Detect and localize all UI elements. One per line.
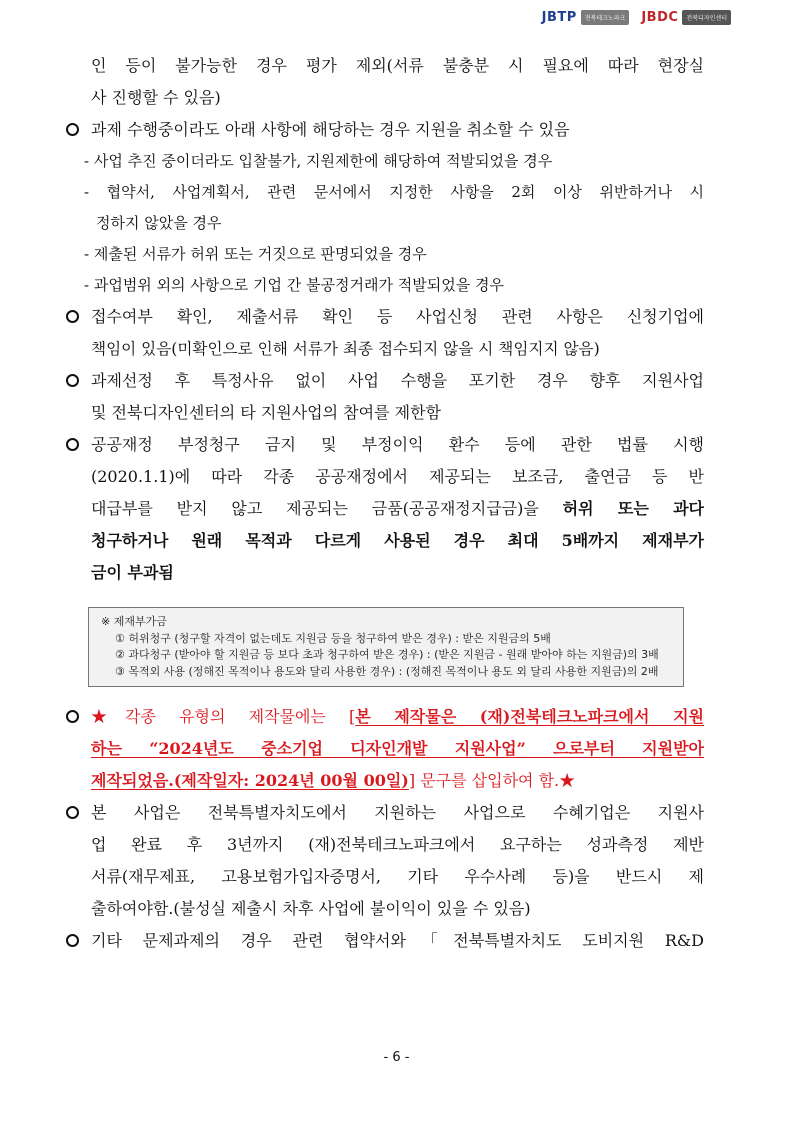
circle-bullet-icon [66,438,79,451]
document-body [64,50,704,957]
note-item-2: ② 과다청구 (받아야 할 지원금 등 보다 초과 청구하여 받은 경우) : (받은 지원금 - 원래 받아야 하는 지원금)의 3배 [115,648,659,661]
sanction-surcharge-note-box [88,607,684,687]
note-item-1: ① 허위청구 (청구할 자격이 없는데도 지원금 등을 청구하여 받은 경우) : 받은 지원금의 5배 [115,631,551,645]
bullet-text: 과제 수행중이라도 아래 사항에 해당하는 경우 지원을 취소할 수 있음 [91,120,570,139]
header-logos [542,10,731,25]
page-number: - 6 - [383,1050,410,1065]
circle-bullet-icon [66,374,79,387]
bullet-continuation: (2020.1.1)에 따라 각종 공공재정에서 제공되는 보조금, 출연금 등 반 [91,467,704,486]
note-title: ※ 제재부가금 [101,615,167,628]
circle-bullet-icon [66,806,79,819]
dash-item-1: - 사업 추진 중이더라도 입찰불가, 지원제한에 해당하여 적발되었을 경우 [84,152,553,170]
bullet-cancel-support [64,114,704,146]
circle-bullet-icon [66,710,79,723]
bullet-continuation [64,493,704,525]
bullet-text: 공공재정 부정청구 금지 및 부정이익 환수 등에 관한 법률 시행 [91,435,704,454]
bullet-continuation-bold: 금이 부과됨 [91,563,174,582]
para-continuation-line-1: 인 등이 불가능한 경우 평가 제외(서류 불충분 시 필요에 따라 현장실 [91,56,704,75]
bullet-text: 접수여부 확인, 제출서류 확인 등 사업신청 관련 사항은 신청기업에 [91,307,704,326]
circle-bullet-icon [66,123,79,136]
jbdc-logo [641,10,731,25]
bullet-continuation: 및 전북디자인센터의 타 지원사업의 참여를 제한함 [91,403,442,422]
bullet-production-notice [64,701,704,733]
dash-item-2-line-2: 정하지 않았을 경우 [96,214,222,232]
bullet-participation-restriction [64,365,704,397]
bullet-performance-measurement [64,797,704,829]
bullet-text: 기타 문제과제의 경우 관련 협약서와「전북특별자치도 도비지원 R&D [91,931,704,950]
bullet-continuation: 서류(재무제표, 고용보험가입자증명서, 기타 우수사례 등)을 반드시 제 [91,867,704,886]
bullet-continuation [64,733,704,765]
jbtp-logo-mark: JBTP [541,10,577,25]
bullet-text-plain: 대급부를 받지 않고 제공되는 금품(공공재정지급금)을 [91,499,563,518]
bullet-public-finance-law [64,429,704,461]
jbtp-logo-sub: 전북테크노파크 [581,10,630,25]
bullet-continuation-bold: 청구하거나 원래 목적과 다르게 사용된 경우 최대 5배까지 제재부가 [91,531,704,550]
bullet-text: 본 사업은 전북특별자치도에서 지원하는 사업으로 수혜기업은 지원사 [91,803,704,822]
notice-emphasis-text: 본 제작물은 (재)전북테크노파크에서 지원 [355,707,704,726]
bullet-continuation: 업 완료 후 3년까지 (재)전북테크노파크에서 요구하는 성과측정 제반 [91,835,704,854]
note-item-3: ③ 목적외 사용 (정해진 목적이나 용도와 달리 사용한 경우) : (정해진 목적이나 용도 외 달리 사용한 지원금)의 2배 [115,664,659,678]
circle-bullet-icon [66,310,79,323]
dash-item-4: - 과업범위 외의 사항으로 기업 간 불공정거래가 적발되었을 경우 [84,276,504,294]
bullet-continuation [64,765,704,797]
notice-emphasis-text: 제작되었음.(제작일자: 2024년 00월 00일) [91,771,409,790]
notice-star-text: ★각종 유형의 제작물에는 [ [91,707,356,726]
jbdc-logo-sub: 전북디자인센터 [682,10,731,25]
dash-item-2-line-1: - 협약서, 사업계획서, 관련 문서에서 지정한 사항을 2회 이상 위반하거나 시 [84,183,704,201]
para-continuation-line-2: 사 진행할 수 있음) [91,88,221,107]
bullet-continuation: 책임이 있음(미확인으로 인해 서류가 최종 접수되지 않을 시 책임지지 않음) [91,340,600,358]
bullet-continuation: 출하여야함.(불성실 제출시 차후 사업에 불이익이 있을 수 있음) [91,899,531,918]
bullet-application-responsibility [64,301,704,333]
dash-item-3: - 제출된 서류가 허위 또는 거짓으로 판명되었을 경우 [84,245,427,263]
notice-emphasis-text: 하는 “2024년도 중소기업 디자인개발 지원사업” 으로부터 지원받아 [91,739,704,758]
jbdc-logo-mark: JBDC [641,10,679,25]
bullet-other-issues [64,925,704,957]
bullet-text-bold: 허위 또는 과다 [562,499,704,518]
circle-bullet-icon [66,934,79,947]
jbtp-logo [542,10,630,25]
notice-rest-text: ] 문구를 삽입하여 함.★ [408,771,576,790]
bullet-text: 과제선정 후 특정사유 없이 사업 수행을 포기한 경우 향후 지원사업 [91,371,704,390]
